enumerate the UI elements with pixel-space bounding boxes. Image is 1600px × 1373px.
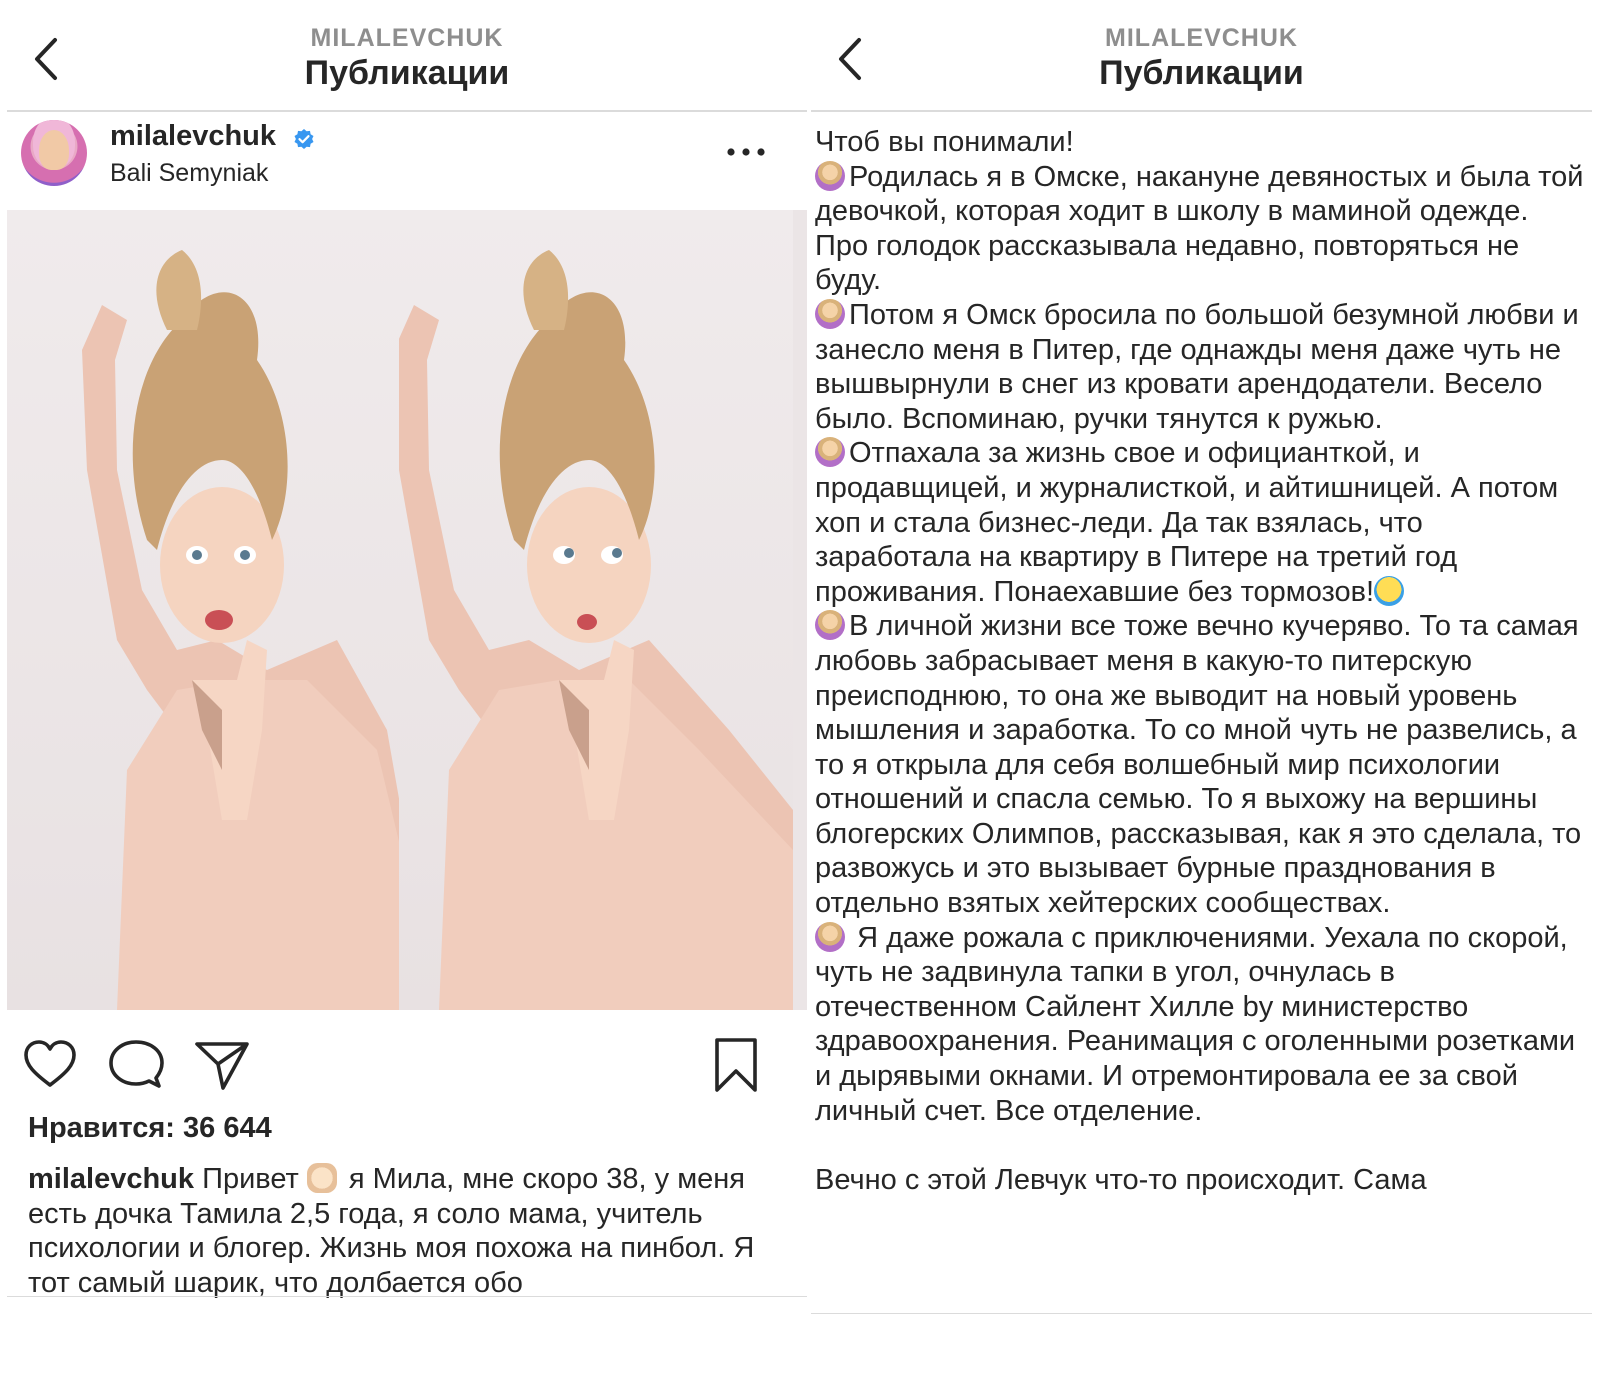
paragraph-text: Отпахала за жизнь свое и официанткой, и продавщицей, и журналисткой, и айтишницей. А потом хоп и стала бизнес-леди. Да так взялась, что заработала на квартиру в Питере на третий год проживания. Понаехавшие без тормозов! (815, 437, 1559, 608)
woman-tipping-hand-emoji-icon (815, 437, 845, 467)
page-title: Публикации (1099, 54, 1304, 92)
paragraph-text: Я даже рожала с приключениями. Уехала по скорой, чуть не задвинула тапки в угол, очнулась в отечественном Сайлент Хилле by министерство здравоохранения. Реанимация с оголенными розетками и дырявыми окнами. И отремонтировала ее за свой личный счет. Все отделение. (815, 921, 1576, 1127)
nav-subtitle: MILALEVCHUK (1105, 24, 1298, 52)
nav-subtitle: MILALEVCHUK (310, 24, 504, 52)
caption-username[interactable]: milalevchuk (28, 1163, 195, 1195)
post-caption (28, 1162, 768, 1300)
caption-paragraph (815, 436, 1585, 609)
woman-gesturing-emoji-icon (815, 299, 845, 329)
verified-badge-icon (293, 128, 315, 150)
caption-paragraph: Вечно с этой Левчук что-то происходит. Сама (815, 1163, 1427, 1196)
waving-hand-emoji-icon (307, 1163, 337, 1193)
caption-intro: Чтоб вы понимали! (815, 126, 1074, 158)
photo-right-half (399, 210, 793, 1010)
caption-text-rest: я Мила, мне скоро 38, у меня есть дочка Тамила 2,5 года, я соло мама, учитель психологии и блогер. Жизнь моя похожа на пинбол. Я тот самый шарик, что долбается обо (28, 1163, 755, 1299)
nav-header (7, 14, 807, 112)
screaming-face-emoji-icon (1374, 576, 1404, 606)
woman-raising-hand-emoji-icon (815, 161, 845, 191)
woman-tipping-hand-emoji-icon (815, 610, 845, 640)
likes-count[interactable]: Нравится: 36 644 (28, 1112, 272, 1144)
nav-header (811, 14, 1592, 112)
bookmark-icon[interactable] (707, 1036, 765, 1094)
caption-paragraph (815, 160, 1585, 298)
share-icon[interactable] (193, 1036, 251, 1094)
post-photo[interactable] (7, 210, 807, 1010)
post-caption-full (815, 125, 1585, 1197)
post-location[interactable]: Bali Semyniak (110, 159, 269, 187)
more-options-icon[interactable] (725, 144, 767, 160)
divider (7, 1296, 807, 1297)
paragraph-text: Потом я Омск бросила по большой безумной любви и занесло меня в Питер, где однажды меня даже чуть не вышвырнули в снег из кровати арендодатели. Весело было. Вспоминаю, ручки тянутся к ружью. (815, 298, 1579, 435)
post-screen-right (811, 14, 1592, 1354)
photo-left-half (7, 210, 401, 1010)
pregnant-woman-emoji-icon (815, 922, 845, 952)
caption-text-start: Привет (202, 1163, 307, 1195)
caption-paragraph (815, 921, 1585, 1129)
paragraph-text: Родилась я в Омске, накануне девяностых и была той девочкой, которая ходит в школу в маминой одежде. Про голодок рассказывала недавно, повторяться не буду. (815, 160, 1584, 297)
post-screen-left (7, 14, 807, 1354)
caption-paragraph (815, 609, 1585, 920)
avatar[interactable] (21, 120, 87, 186)
heart-icon[interactable] (21, 1036, 79, 1094)
paragraph-text: В личной жизни все тоже вечно кучеряво. То та самая любовь забрасывает меня в какую-то питерскую преисподнюю, то она же выводит на новый уровень мышления и заработка. То со мной чуть не развелись, а то я открыла для себя волшебный мир психологии отношений и спасла семью. То я выхожу на вершины блогерских Олимпов, рассказывая, как я это сделала, то развожусь и это вызывает бурные празднования в отдельно взятых хейтерских сообществах. (815, 610, 1582, 920)
paragraph-gap (815, 1128, 1585, 1163)
page-title: Публикации (304, 54, 510, 92)
caption-paragraph (815, 298, 1585, 436)
post-username[interactable]: milalevchuk (110, 120, 277, 152)
comment-icon[interactable] (107, 1036, 165, 1094)
divider (811, 1313, 1592, 1314)
